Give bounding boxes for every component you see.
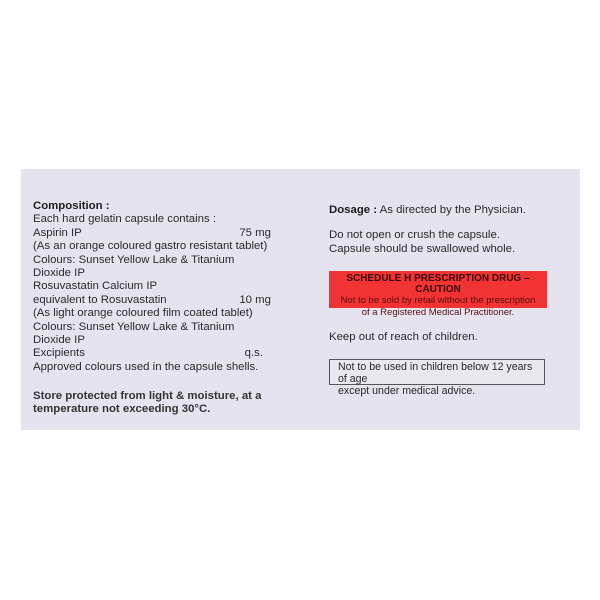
composition-heading: Composition : — [33, 200, 110, 212]
dosage-label: Dosage : — [329, 204, 378, 216]
ingredient-name: Approved colours used in the capsule shells. — [33, 360, 259, 373]
warning-line: except under medical advice. — [338, 385, 476, 397]
composition-row — [33, 361, 273, 374]
composition-row — [33, 227, 273, 240]
storage-line: temperature not exceeding 30°C. — [33, 403, 211, 416]
caution-line: of a Registered Medical Practitioner. — [361, 306, 515, 318]
ingredient-name: Excipients — [33, 347, 85, 360]
dosage-section — [329, 204, 569, 256]
schedule-h-caution-box — [329, 271, 547, 318]
ingredient-name: Rosuvastatin Calcium IP — [33, 280, 158, 293]
dosage-instruction: Capsule should be swallowed whole. — [329, 242, 516, 255]
dosage-instruction: Do not open or crush the capsule. — [329, 229, 500, 242]
ingredient-qty: q.s. — [244, 347, 263, 360]
caution-title: SCHEDULE H PRESCRIPTION DRUG – CAUTION — [346, 273, 530, 296]
composition-row — [33, 240, 273, 253]
dosage-text: As directed by the Physician. — [377, 204, 526, 216]
pediatric-warning-box — [329, 359, 545, 397]
storage-instructions — [33, 390, 273, 416]
ingredient-name: (As light orange coloured film coated tablet) — [33, 307, 253, 320]
dosage-line — [329, 204, 569, 217]
composition-row — [33, 280, 273, 293]
ingredient-qty: 75 mg — [239, 226, 271, 239]
ingredient-name: equivalent to Rosuvastatin — [33, 293, 167, 306]
composition-row — [33, 254, 273, 281]
ingredient-name: Colours: Sunset Yellow Lake & Titanium Dioxide IP — [33, 320, 235, 347]
composition-row — [33, 321, 273, 348]
composition-row — [33, 347, 273, 360]
ingredient-name: Colours: Sunset Yellow Lake & Titanium Dioxide IP — [33, 253, 235, 280]
composition-section — [33, 200, 273, 416]
keep-out-of-reach: Keep out of reach of children. — [329, 331, 478, 343]
composition-intro: Each hard gelatin capsule contains : — [33, 213, 217, 226]
ingredient-name: Aspirin IP — [33, 226, 82, 239]
composition-row — [33, 307, 273, 320]
ingredient-name: (As an orange coloured gastro resistant tablet) — [33, 240, 268, 253]
ingredient-qty: 10 mg — [239, 293, 271, 306]
storage-line: Store protected from light & moisture, at a — [33, 390, 262, 403]
warning-line: Not to be used in children below 12 years of age — [338, 361, 533, 385]
composition-row — [33, 294, 273, 307]
caution-line: Not to be sold by retail without the prescription — [340, 295, 536, 307]
